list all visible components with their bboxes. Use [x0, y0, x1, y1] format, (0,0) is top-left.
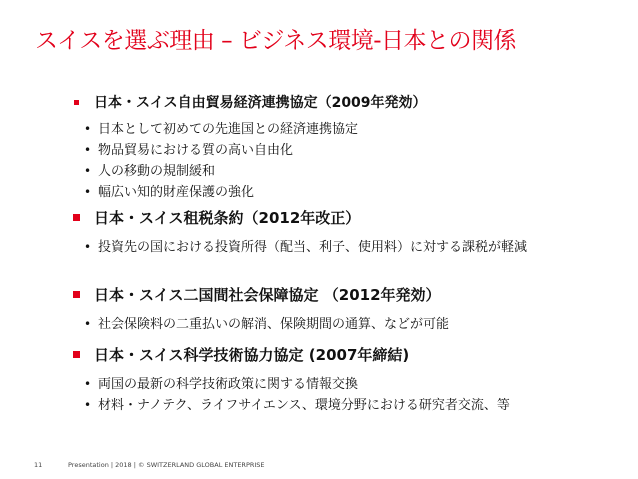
section-science-tech: [70, 345, 630, 416]
section-heading: [70, 93, 630, 113]
footer-text: Presentation | 2018 | © SWITZERLAND GLOBAL ENTERPRISE: [68, 461, 265, 469]
bullet-icon: •: [84, 377, 92, 391]
list-item: [70, 237, 630, 258]
list-item: [70, 161, 630, 182]
bullet-icon: •: [84, 185, 92, 199]
list-item-text: 材料・ナノテク、ライフサイエンス、環境分野における研究者交流、等: [98, 398, 510, 413]
bullet-icon: •: [84, 317, 92, 331]
square-bullet-icon: [73, 214, 80, 221]
bullet-icon: •: [84, 122, 92, 136]
section-heading: [70, 208, 630, 228]
bullet-list: [70, 314, 630, 335]
bullet-list: [70, 119, 630, 203]
list-item-text: 日本として初めての先進国との経済連携協定: [98, 122, 359, 137]
bullet-icon: •: [84, 164, 92, 178]
section-fta: [70, 93, 630, 203]
bullet-list: [70, 374, 630, 416]
list-item: [70, 119, 630, 140]
square-bullet-icon: [74, 100, 79, 105]
list-item: [70, 374, 630, 395]
section-heading: [70, 345, 630, 365]
section-heading-text: 日本・スイス自由貿易経済連携協定（2009年発効）: [94, 95, 427, 111]
section-heading-text: 日本・スイス二国間社会保障協定 （2012年発効）: [94, 286, 441, 304]
list-item-text: 人の移動の規制緩和: [98, 164, 216, 179]
square-bullet-icon: [73, 351, 80, 358]
section-tax-treaty: [70, 208, 630, 258]
list-item-text: 両国の最新の科学技術政策に関する情報交換: [98, 377, 359, 392]
section-social-security: [70, 285, 630, 335]
list-item-text: 物品貿易における質の高い自由化: [98, 143, 294, 158]
list-item-text: 投資先の国における投資所得（配当、利子、使用料）に対する課税が軽減: [98, 240, 528, 255]
list-item: [70, 395, 630, 416]
section-heading-text: 日本・スイス租税条約（2012年改正）: [94, 209, 361, 227]
slide-title: スイスを選ぶ理由 – ビジネス環境-日本との関係: [35, 28, 517, 54]
list-item: [70, 314, 630, 335]
bullet-icon: •: [84, 240, 92, 254]
section-heading-text: 日本・スイス科学技術協力協定 (2007年締結): [94, 346, 410, 364]
list-item: [70, 140, 630, 161]
section-heading: [70, 285, 630, 305]
page-number: 11: [34, 461, 43, 469]
list-item: [70, 182, 630, 203]
slide-footer: [34, 461, 265, 469]
bullet-list: [70, 237, 630, 258]
bullet-icon: •: [84, 398, 92, 412]
square-bullet-icon: [73, 291, 80, 298]
bullet-icon: •: [84, 143, 92, 157]
list-item-text: 幅広い知的財産保護の強化: [98, 185, 255, 200]
list-item-text: 社会保険料の二重払いの解消、保険期間の通算、などが可能: [98, 317, 450, 332]
